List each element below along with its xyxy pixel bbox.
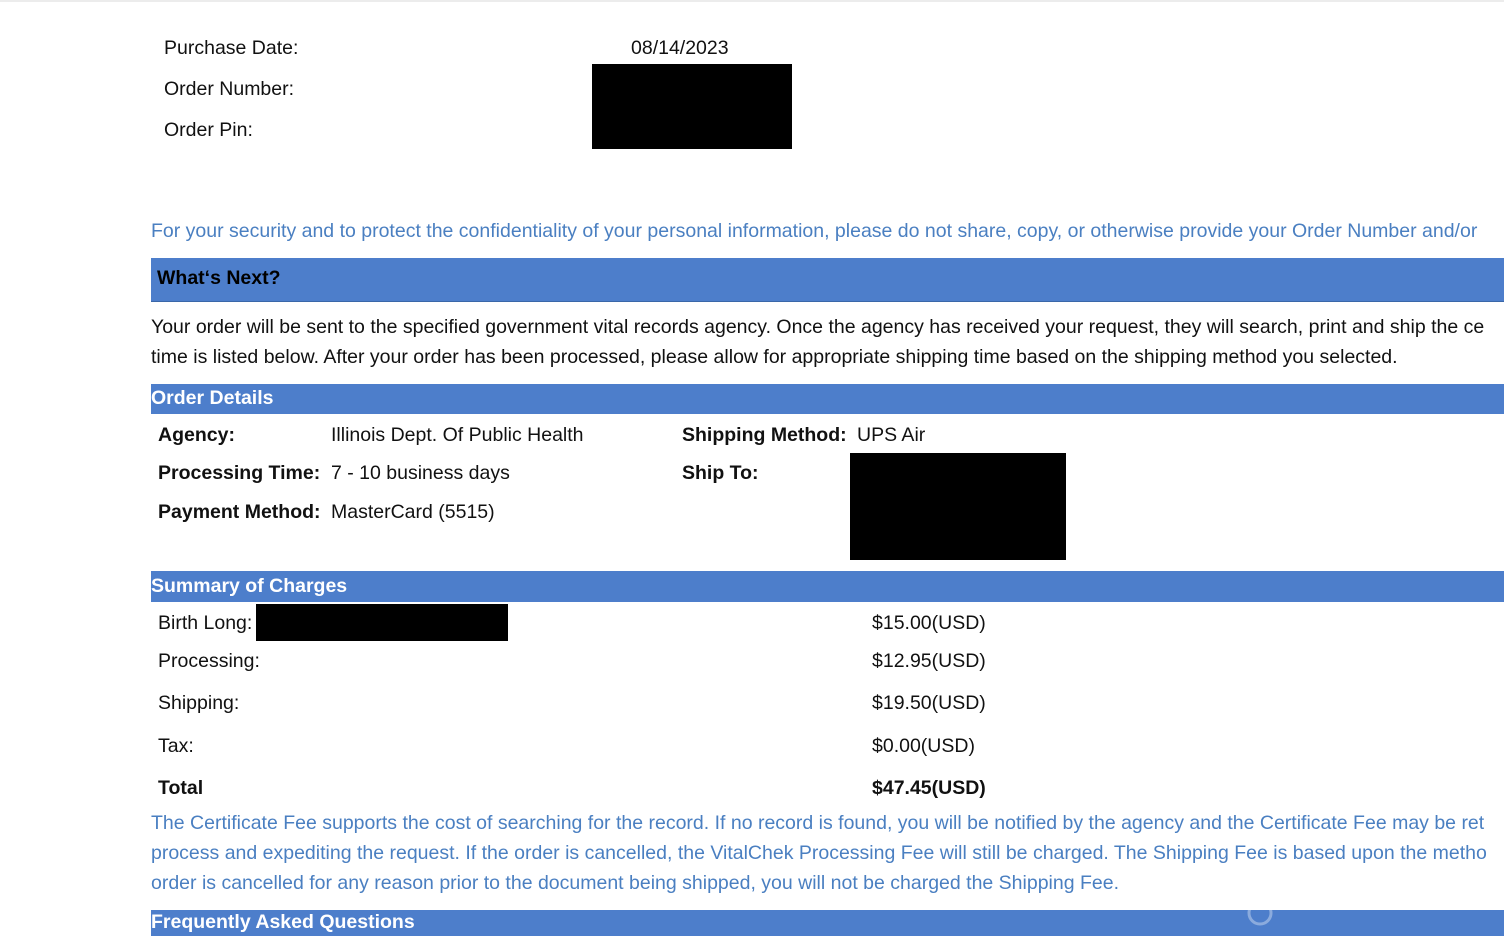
total-label: Total (158, 777, 204, 799)
total-amount: $47.45(USD) (872, 777, 986, 799)
fee-note-line-1: The Certificate Fee supports the cost of searching for the record. If no record is found, you will be notified by the agency and the Certificate Fee may be ret (151, 812, 1485, 834)
payment-method-value: MasterCard (5515) (331, 501, 495, 523)
shipping-method-value: UPS Air (857, 424, 926, 446)
summary-of-charges-header (151, 571, 1504, 602)
ship-to-address-redaction (850, 453, 1066, 560)
birth-record-name-redaction (256, 604, 508, 641)
whats-next-header (151, 258, 1504, 302)
ship-to-label: Ship To: (682, 462, 759, 484)
purchase-date-value: 08/14/2023 (631, 37, 729, 59)
agency-label: Agency: (158, 424, 235, 446)
order-pin-label: Order Pin: (164, 119, 253, 141)
shipping-method-label: Shipping Method: (682, 424, 847, 446)
top-divider (0, 0, 1504, 2)
charge-amount-tax: $0.00(USD) (872, 735, 975, 757)
fee-note-line-2: process and expediting the request. If the order is cancelled, the VitalChek Processing Fee will still be charged. The Shipping Fee is based upon the metho (151, 842, 1487, 864)
order-number-label: Order Number: (164, 78, 295, 100)
charge-label-shipping: Shipping: (158, 692, 240, 714)
purchase-date-label: Purchase Date: (164, 37, 299, 59)
faq-title: Frequently Asked Questions (151, 911, 415, 933)
order-details-title: Order Details (151, 387, 274, 409)
order-details-header (151, 384, 1504, 414)
charge-label-processing: Processing: (158, 650, 260, 672)
watermark-logo-icon (1246, 910, 1466, 928)
processing-time-label: Processing Time: (158, 462, 321, 484)
whats-next-line-1: Your order will be sent to the specified government vital records agency. Once the agency has received your request, they will search, print and ship the ce (151, 316, 1485, 338)
faq-header (151, 910, 1504, 936)
charge-amount-birth: $15.00(USD) (872, 612, 986, 634)
charge-label-birth: Birth Long: (158, 612, 253, 634)
agency-value: Illinois Dept. Of Public Health (331, 424, 584, 446)
security-notice: For your security and to protect the confidentiality of your personal information, please do not share, copy, or otherwise provide your Order Number and/or (151, 220, 1478, 242)
order-number-pin-redaction (592, 64, 792, 149)
summary-of-charges-title: Summary of Charges (151, 575, 348, 597)
processing-time-value: 7 - 10 business days (331, 462, 510, 484)
fee-note-line-3: order is cancelled for any reason prior to the document being shipped, you will not be charged the Shipping Fee. (151, 872, 1120, 894)
payment-method-label: Payment Method: (158, 501, 321, 523)
whats-next-title: What‘s Next? (157, 267, 281, 289)
charge-amount-processing: $12.95(USD) (872, 650, 986, 672)
charge-amount-shipping: $19.50(USD) (872, 692, 986, 714)
whats-next-line-2: time is listed below. After your order has been processed, please allow for appropriate shipping time based on the shipping method you selected. (151, 346, 1398, 368)
charge-label-tax: Tax: (158, 735, 194, 757)
